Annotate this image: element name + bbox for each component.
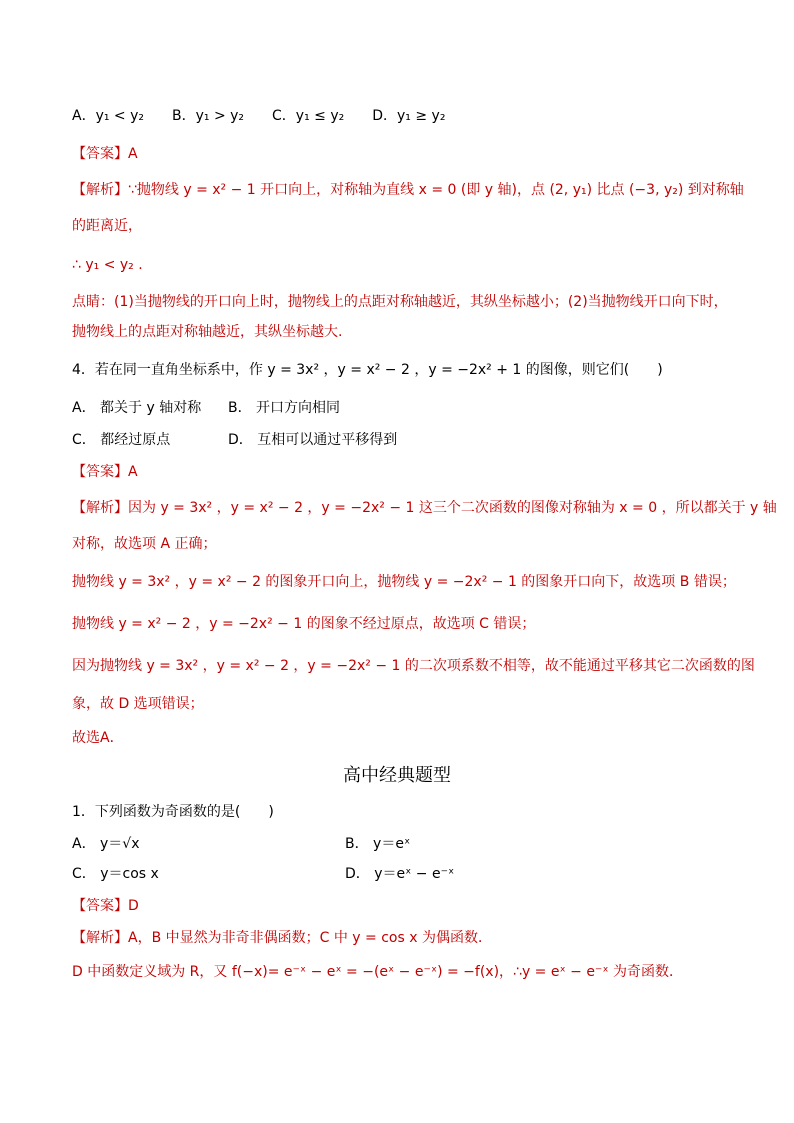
q3-answer: 【答案】A (72, 146, 138, 162)
q1-analysis-line2: D 中函数定义域为 R，又 f(−x)= e⁻ˣ − eˣ = −(eˣ − e⁻ˣ) = −f(x)，∴y = eˣ − e⁻ˣ 为奇函数． (72, 964, 683, 980)
q1-option-b: B． y＝eˣ (345, 836, 411, 852)
q4-option-a: A． 都关于 y 轴对称 (72, 400, 202, 416)
q3-analysis-line1: 【解析】∵抛物线 y = x² − 1 开口向上，对称轴为直线 x = 0 (即 y 轴)，点 (2, y₁) 比点 (−3, y₂) 到对称轴 (72, 182, 744, 198)
q4-stem: 4．若在同一直角坐标系中，作 y = 3x² ，y = x² − 2 ，y = −2x² + 1 的图像，则它们( ) (72, 362, 663, 378)
q4-option-c: C． 都经过原点 (72, 432, 171, 448)
q1-option-d: D． y＝eˣ − e⁻ˣ (345, 866, 455, 882)
q4-analysis-line1: 【解析】因为 y = 3x² ，y = x² − 2 ，y = −2x² − 1 这三个二次函数的图像对称轴为 x = 0 ，所以都关于 y 轴 (72, 500, 777, 516)
q4-conclusion: 故选A． (72, 730, 124, 746)
q1-analysis-line1: 【解析】A，B 中显然为非奇非偶函数；C 中 y = cos x 为偶函数． (72, 930, 492, 946)
q4-analysis-line3: 抛物线 y = 3x² ，y = x² − 2 的图象开口向上，抛物线 y = −2x² − 1 的图象开口向下，故选项 B 错误； (72, 574, 736, 590)
section-title: 高中经典题型 (343, 765, 451, 786)
q3-options: A．y₁ < y₂ B．y₁ > y₂ C．y₁ ≤ y₂ D．y₁ ≥ y₂ (72, 108, 446, 124)
q4-answer: 【答案】A (72, 464, 138, 480)
q3-note-line1: 点睛：(1)当抛物线的开口向上时，抛物线上的点距对称轴越近，其纵坐标越小；(2)当抛物线开口向下时， (72, 294, 728, 310)
q1-stem: 1．下列函数为奇函数的是( ) (72, 804, 274, 820)
q4-option-d: D． 互相可以通过平移得到 (228, 432, 398, 448)
q3-analysis-line2: 的距离近， (72, 218, 142, 234)
q4-option-b: B． 开口方向相同 (228, 400, 341, 416)
q1-option-a: A． y＝√x (72, 836, 140, 852)
q3-therefore: ∴ y₁ < y₂ . (72, 257, 143, 273)
q4-analysis-line5: 因为抛物线 y = 3x² ，y = x² − 2 ，y = −2x² − 1 的二次项系数不相等，故不能通过平移其它二次函数的图 (72, 658, 755, 674)
q1-option-c: C． y＝cos x (72, 866, 159, 882)
q4-analysis-line4: 抛物线 y = x² − 2 ，y = −2x² − 1 的图象不经过原点，故选项 C 错误； (72, 616, 536, 632)
q4-analysis-line2: 对称，故选项 A 正确； (72, 536, 217, 552)
q1-answer: 【答案】D (72, 898, 139, 914)
q3-note-line2: 抛物线上的点距对称轴越近，其纵坐标越大. (72, 324, 343, 340)
q4-analysis-line6: 象，故 D 选项错误； (72, 696, 204, 712)
